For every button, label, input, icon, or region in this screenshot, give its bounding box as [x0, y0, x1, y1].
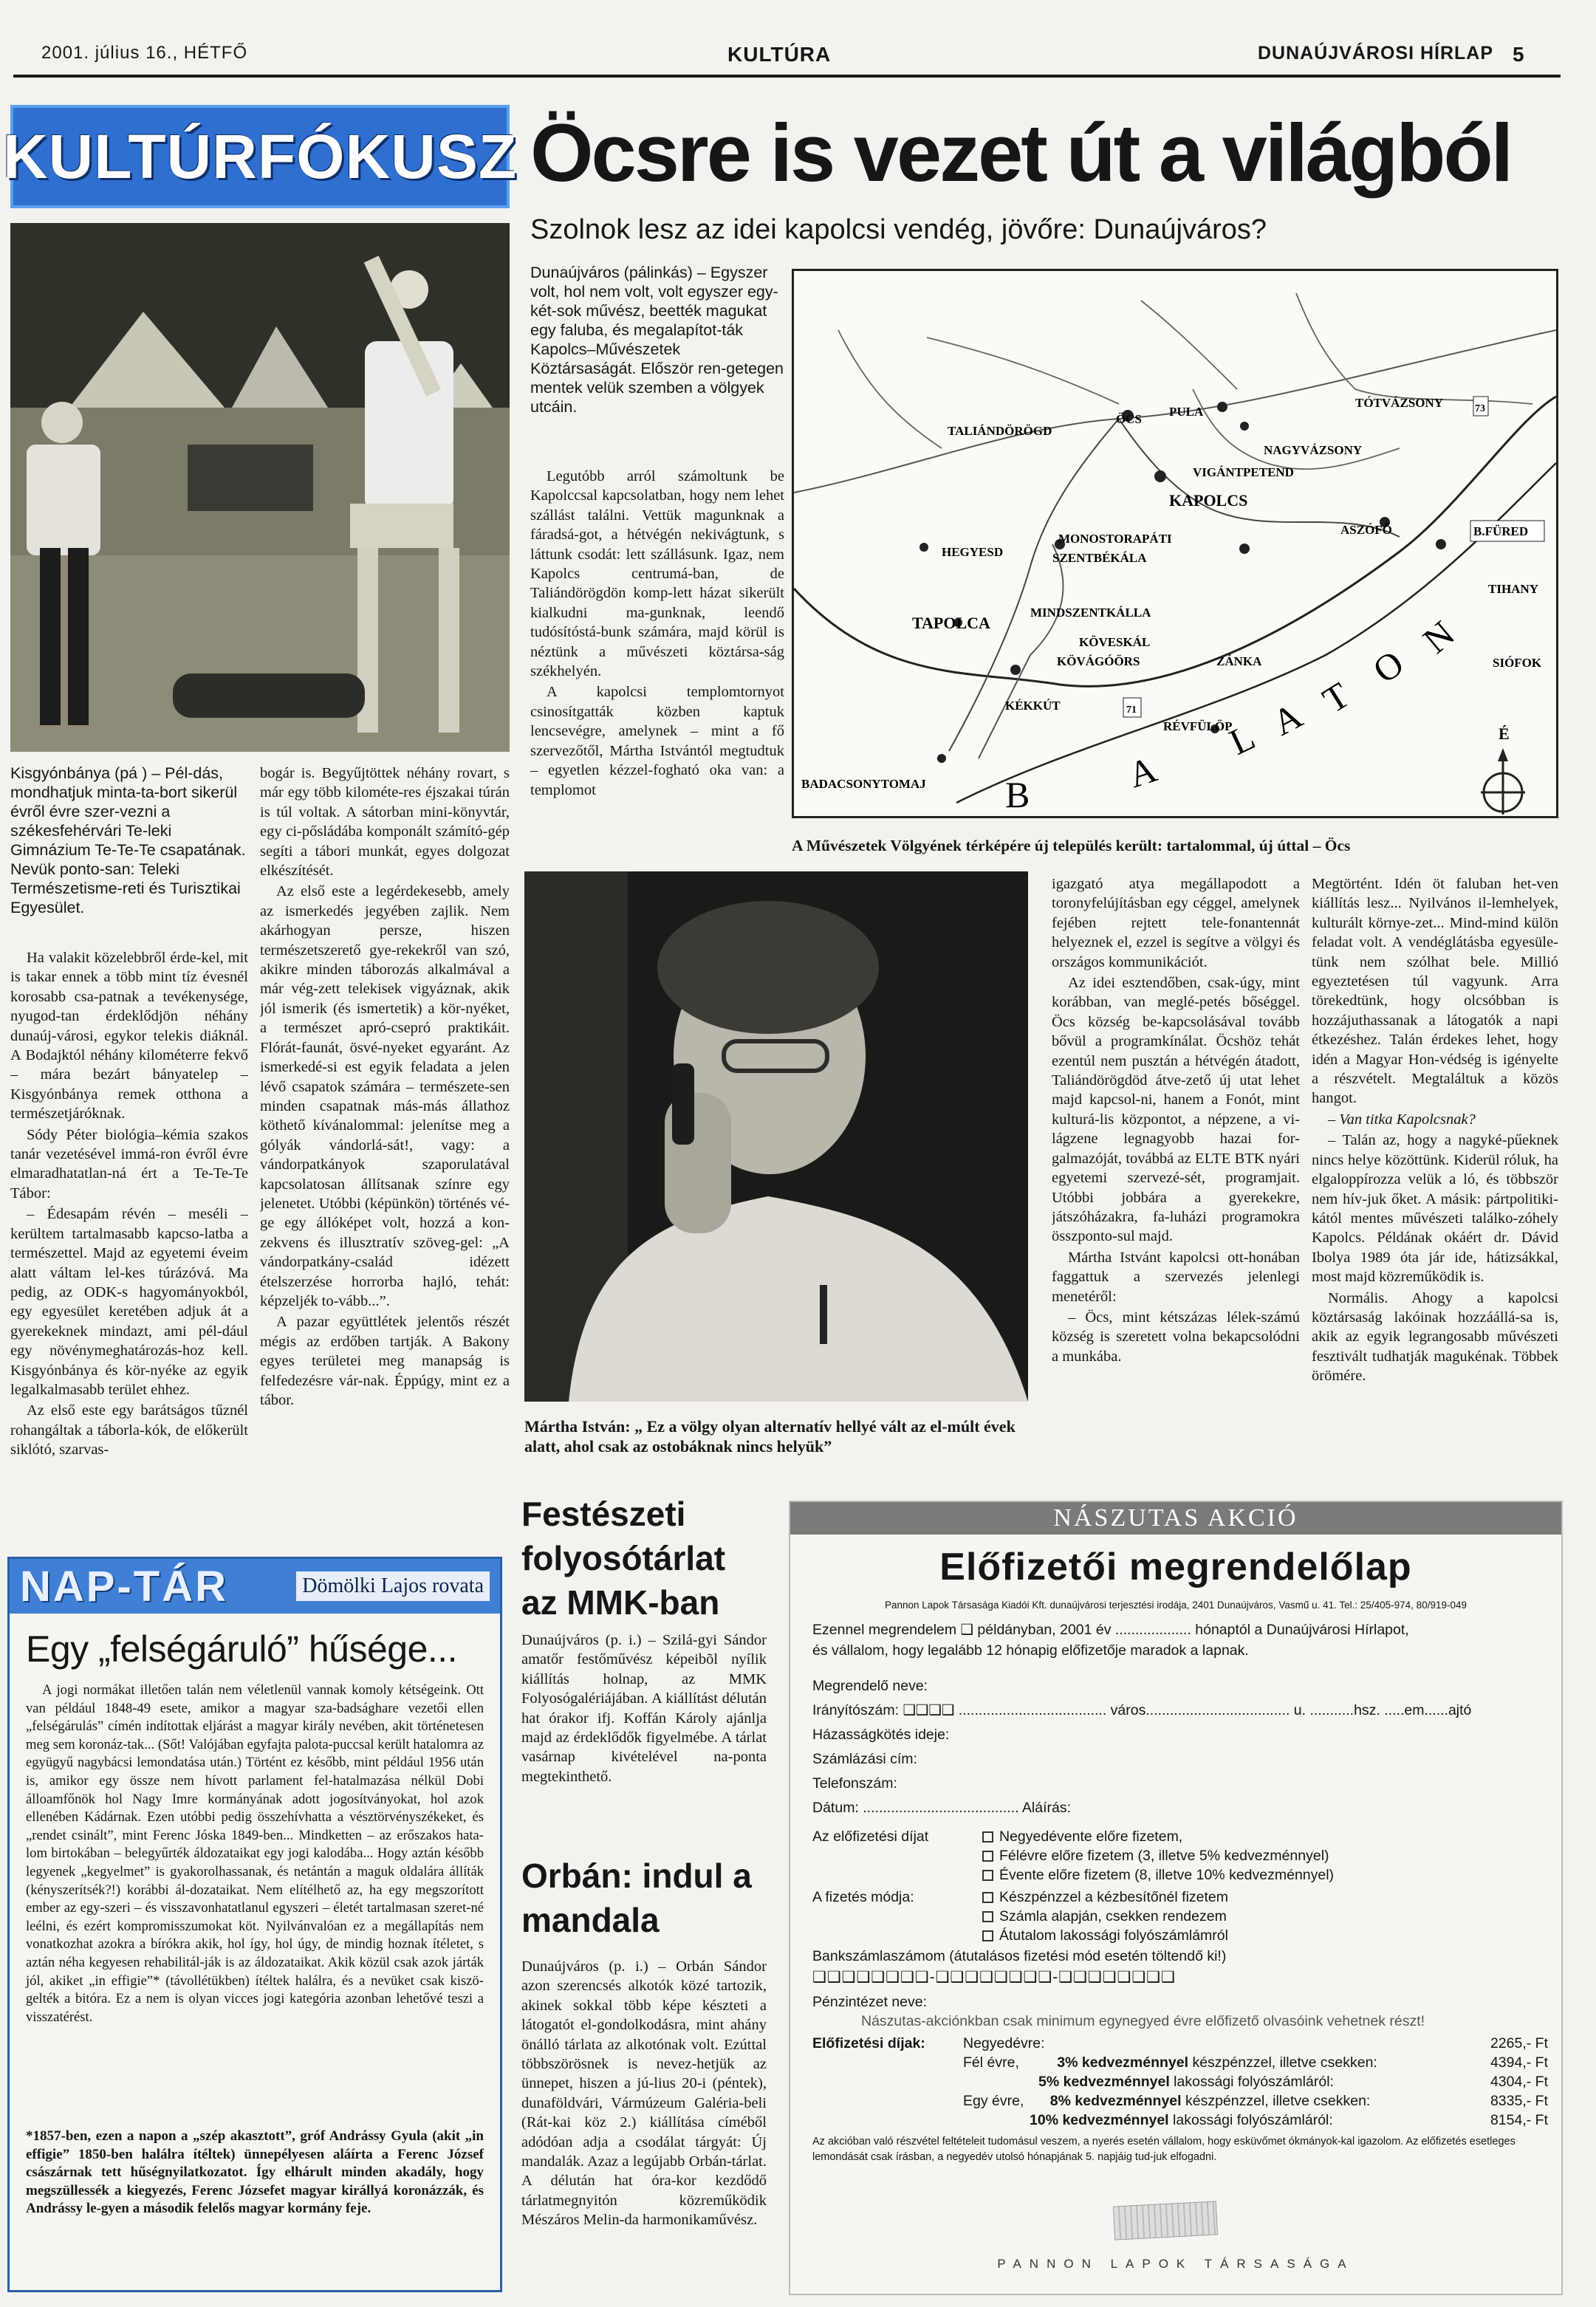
ocs-col3-p1: Megtörtént. Idén öt faluban het-ven kiállítás lesz... Nyilvános il-lemhelyek, kulturált környe-zet... Mind-mind külön feladat volt. A vendéglátásba egyesüle-tünk nem szólhat bele. Millió egyeztetésen túl vagyunk. Arra törekedtünk, hogy olcsóbban is hozzájuthassanak a látogatók a napi étkezéshez. Talán érdekes lehet, hogy idén a Magyar Hon-védség is igényelte a részvételt. Megtaláltuk a közös hangot.: [1312, 876, 1558, 1107]
header-section: KULTÚRA: [727, 43, 832, 66]
ocs-col2-p4: – Öcs, mint kétszázas lélek-számú község is szeretett volna bekapcsolódni a munkába.: [1052, 1309, 1300, 1365]
map-label-zanka: ZÁNKA: [1216, 654, 1262, 668]
form-intro-line2: és vállalom, hogy legalább 12 hónapig előfizetője maradok a lapnak.: [812, 1642, 1249, 1659]
orban-title: Orbán: indul a mandala: [521, 1857, 752, 1939]
naptar-box: [7, 1557, 502, 2292]
fee-price: 4304,- Ft: [1490, 2074, 1548, 2090]
form-fee-row-1: [963, 2034, 1554, 2054]
fee-description: lakossági folyószámláról:: [1168, 2112, 1333, 2128]
fee-price: 8154,- Ft: [1490, 2112, 1548, 2128]
map-drawing: [794, 271, 1556, 816]
naptar-body: [10, 1682, 500, 2125]
map-lake-letter-b: B: [1005, 774, 1030, 815]
kulturfokusz-col1-p4: Az első este egy barátságos tűznél rohangáltak a táborla-kók, de előkerült siklótó, szarvas-: [10, 1402, 248, 1458]
map-label-ocs: ÖCS: [1116, 412, 1142, 426]
fee-period: Fél évre,: [963, 2054, 1019, 2071]
checkbox[interactable]: [982, 1851, 993, 1862]
map-label-taliandorogd: TALIÁNDÖRÖGD: [948, 424, 1052, 438]
form-publisher: Pannon Lapok Társasága Kiadói Kft. dunaújvárosi terjesztési irodája, 2401 Dunaújváros, Vasmű u. 41. Tel.: 25/405-974, 80/919-049: [884, 1600, 1467, 1611]
form-field-wedding-date[interactable]: Házasságkötés ideje:: [812, 1727, 950, 1743]
fee-discount: 3% kedvezménnyel: [1057, 2054, 1189, 2071]
form-pay-option-2[interactable]: [982, 1907, 1227, 1927]
orban-body: Dunaújváros (p. i.) – Orbán Sándor azon szerencsés alkotók közé tartozik, akinek sokkal több képe készteti a látogatót el-gondolkodásra, mint ahány önálló tárlata az alkotónak volt. Ezúttal többszörösnek is nevez-hetjük az ünnepet, hiszen a jú-lius 20-i (péntek), dunaföldvári, Vármúzeum Galéria-beli (Rát-kai köz 2.) kiállítása címéből adódóan adja a csodálat tárgyát: Új mandalák. Azaz a legújabb Orbán-tárlat. A délután hat óra-kor kezdődő tárlatmegnyitón közreműködik Mészáros Melin-da harmonikaművész.: [521, 1958, 767, 2229]
fee-discount: 8% kedvezménnyel: [1049, 2093, 1182, 2109]
naptar-title: Egy „felségáruló” hűsége...: [26, 1628, 458, 1670]
checkbox[interactable]: [982, 1892, 993, 1903]
form-note: Nászutas-akciónkban csak minimum egynegyed évre előfizető olvasóink vehetnek részt!: [861, 2013, 1425, 2029]
map-label-kekkut: KÉKKÚT: [1005, 699, 1061, 713]
map-label-nagyvazsony: NAGYVÁZSONY: [1264, 443, 1363, 457]
map-lake-letter-a2: A: [1265, 694, 1309, 744]
map-label-road-71: 71: [1126, 705, 1137, 716]
form-period-option-2[interactable]: [982, 1846, 1329, 1866]
map-label-mindszentkalla: MINDSZENTKÁLLA: [1030, 606, 1151, 620]
map-lake-letter-n: N: [1415, 612, 1462, 662]
ocs-col1-p1: Legutóbb arról számoltunk be Kapolccsal kapcsolatban, hogy nem lehet szállást találni. Vettük magunknak a fáradsá-got, a hétvégén nekivágtunk, s láttunk csodát: lett szállásunk. Igaz, nem Kapolcs centrumá-ban, de Taliándörögdön komp-lett házat sikerült kialkudni ma-gunknak, leendő tudósítóstá-bunk számára, majd körül is néztünk a művészeti köztársa-ság székhelyén.: [530, 468, 784, 680]
kulturfokusz-col2-p1: bogár is. Begyűjtöttek néhány rovart, s már egy több kilométe-res éjszakai túrán is túl voltak. A sátorban mini-könyvtár, egy ci-pősládába komponált számító-gép segíti a tábori munkát, egyes dolgozat elkészítését.: [260, 765, 510, 880]
form-period-option-3-label: Évente előre fizetem (8, illetve 10% kedvezménnyel): [999, 1867, 1335, 1883]
form-title: Előfizetői megrendelőlap: [939, 1546, 1412, 1588]
map-label-hegyesd: HEGYESD: [942, 545, 1004, 559]
fee-description: készpénzzel, illetve csekken:: [1181, 2093, 1371, 2109]
ocs-title: Öcsre is vezet út a világból: [530, 108, 1512, 199]
map-label-tapolca: TAPOLCA: [912, 614, 990, 632]
naptar-header: [10, 1559, 500, 1614]
form-pay-option-1-label: Készpénzzel a kézbesítőnél fizetem: [999, 1889, 1229, 1905]
form-fee-row-5: [963, 2111, 1554, 2131]
kulturfokusz-banner-text: KULTÚRFÓKUSZ: [2, 121, 518, 191]
ocs-col2-p2: Az idei esztendőben, csak-úgy, mint korábban, van meglé-petés bőséggel. Öcs község be-kapcsolásával tovább bővül a programkínálat. Öcshöz tehát ezentúl nem pusztán a hétvégén átadott, Taliándörögdöd átve-zető új utat lehet majd kapcsol-ni, hanem a Fonót, mint kulturá-lis központot, a népzene, a vi-lágzene legnagyobb hazai for-galmazóját, továbbá az ELTE BTK nyári egyetemi szervezé-sét, programjait. Utóbbi jobbára a gyerekekre, játszóházakra, fa-luházi programokra összponto-sul majd.: [1052, 975, 1300, 1245]
checkbox[interactable]: [982, 1911, 993, 1922]
header-date: 2001. július 16., HÉTFŐ: [41, 43, 248, 63]
fee-price: 8335,- Ft: [1490, 2093, 1548, 2109]
fee-price: 4394,- Ft: [1490, 2054, 1548, 2071]
fee-discount: 10% kedvezménnyel: [1030, 2112, 1169, 2128]
camp-photo-illustration: [10, 223, 510, 752]
martha-photo-illustration: [524, 871, 1028, 1402]
header-paper: DUNAÚJVÁROSI HÍRLAP: [1258, 43, 1494, 64]
kulturfokusz-col1-p1: Ha valakit közelebbről érde-kel, mit is takar ennek a több mint tíz évesnél korosabb csa-patnak a tevékenysége, nyugod-tan érdeklődjön néhány dunaúj-városi, egykor telekis diáknál. A Bodajktól néhány kilométerre fekvő – mára bezárt bányatelep – Kisgyónbánya remek otthona a természetjáróknak.: [10, 950, 248, 1122]
map-lake-letter-o: O: [1365, 642, 1411, 691]
form-pay-option-2-label: Számla alapján, csekken rendezem: [999, 1908, 1227, 1924]
kulturfokusz-lead: Kisgyónbánya (pá ) – Pél-dás, mondhatjuk minta-ta-bort sikerül évről évre szer-vezni a székesfehérvári Te-leki Gimnázium Te-Te-Te csapatának. Nevük ponto-san: Teleki Természetisme-reti és Turisztikai Egyesület.: [10, 764, 246, 916]
kulturfokusz-col1: [10, 948, 248, 1539]
map-label-pula: PULA: [1169, 405, 1204, 419]
form-pay-option-3[interactable]: [982, 1926, 1228, 1946]
map-label-bfured: B.FÜRED: [1473, 524, 1529, 538]
map-label-road-73: 73: [1475, 403, 1485, 414]
map-caption: A Művészetek Völgyének térképére új település került: tartalommal, új úttal – Öcs: [792, 837, 1351, 854]
kulturfokusz-col1-p2: Sódy Péter biológia–kémia szakos tanár vezetésével immá-ron évről évre elmaradhatatlan-ná ért a Te-Te-Te Tábor:: [10, 1126, 248, 1202]
map-label-aszofo: ASZÓFŐ: [1340, 523, 1392, 537]
fee-period: Egy évre,: [963, 2093, 1024, 2109]
ocs-col3-p2: – Van titka Kapolcsnak?: [1328, 1111, 1476, 1128]
map-label-kovagoors: KÖVÁGÓÖRS: [1057, 654, 1140, 668]
map-lake-letter-a1: A: [1123, 748, 1162, 796]
kulturfokusz-col2: [260, 764, 510, 1540]
map-label-siofok: SIÓFOK: [1493, 656, 1542, 670]
form-field-address[interactable]: Irányítószám: ❑❑❑❑ ..................................... város.................................... u. ...........hsz. .....em......ajtó: [812, 1702, 1472, 1718]
form-fees-label: Előfizetési díjak:: [812, 2035, 925, 2051]
ocs-col1-p2: A kapolcsi templomtornyot csinosítgatták közben kaptuk lencsevégre, amelynek – mint a fő szervezőtől, Mártha Istvántól megtudtuk – egyetlen kézzel-fogható oka van: a templomot: [530, 684, 784, 798]
form-field-billing-address[interactable]: Számlázási cím:: [812, 1751, 917, 1767]
form-period-label: Az előfizetési díjat: [812, 1828, 929, 1845]
form-period-option-2-label: Félévre előre fizetem (3, illetve 5% kedvezménnyel): [999, 1848, 1329, 1864]
checkbox[interactable]: [982, 1930, 993, 1941]
ocs-subtitle: Szolnok lesz az idei kapolcsi vendég, jövőre: Dunaújváros?: [530, 214, 1267, 245]
ocs-col3-p3: – Talán az, hogy a nagyké-pűeknek nincs helye közöttünk. Kiderül róluk, ha elgaloppírozza velük a ló, és többször nem hív-juk őket. A másik: pártpolitiki-kától mentes művészeti találko-zóhely Kapolcs. Példának okáért dr. Dávid Ibolya 1989 óta jár ide, hátizsákkal, most majd közreműködik is.: [1312, 1132, 1558, 1286]
map-label-szentbekala: SZENTBÉKÁLA: [1052, 551, 1147, 565]
ocs-col3: [1312, 874, 1558, 1465]
fee-discount: 5% kedvezménnyel: [1038, 2074, 1170, 2090]
form-fee-row-2: [963, 2053, 1554, 2073]
form-institution[interactable]: Pénzintézet neve:: [812, 1994, 928, 2010]
form-pay-label: A fizetés módja:: [812, 1889, 914, 1905]
camp-photo: [10, 223, 510, 752]
form-field-date-signature[interactable]: Dátum: ....................................... Aláírás:: [812, 1800, 1072, 1816]
form-pay-option-3-label: Átutalom lakossági folyószámlámról: [999, 1927, 1228, 1944]
martha-photo: [524, 871, 1028, 1402]
form-fee-row-3: [963, 2072, 1554, 2092]
map-label-revfulop: RÉVFÜLÖP: [1163, 719, 1233, 733]
kulturfokusz-col1-p3: – Édesapám révén – meséli – kerültem tartalmasabb kapcso-latba a természettel. Majd az egyetemi éveim alatt váltam lel-kes túrázóvá. Ma pedig, az ODK-s hagyományokból, egy egyesület keretében adjuk át a gyerekeknek mindazt, ami pél-dául egy növénymeghatározás-hoz kell. Kisgyónbánya és kör-nyéke az egyik legalkalmasabb terület ehhez.: [10, 1206, 248, 1398]
fee-period: Negyedévre:: [963, 2035, 1045, 2051]
map-lake-letter-l: L: [1222, 716, 1261, 763]
naptar-banner-text: NAP-TÁR: [20, 1562, 228, 1611]
form-bank-number-boxes[interactable]: ❑❑❑❑❑❑❑❑-❑❑❑❑❑❑❑❑-❑❑❑❑❑❑❑❑: [812, 1969, 1176, 1986]
form-fee-row-4: [963, 2091, 1554, 2111]
ocs-lead: Dunaújváros (pálinkás) – Egyszer volt, hol nem volt, volt egyszer egy-két-sok művész, beették magukat egy faluba, és megalapítot-ták Kapolcs–Művészetek Köztársaságát. Először ren-getegen mentek velük szemben a völgyek utcáin.: [530, 264, 784, 416]
ocs-col2: [1052, 874, 1300, 1465]
map-lake-letter-t: T: [1315, 673, 1357, 721]
naptar-body-text: A jogi normákat illetően talán nem véletlenül vannak komoly kétségeink. Ott van például 1848-49 esete, amikor a magyar sza-badsághare vezetői ellen „felségárulás” címén indítottak eljárást a magyar király nevében, akit történetesen meg sem koronáz-tak... (Sőt! Valójában egyfajta palota-puccsal került hatalomra az együgyű nagybácsi lemondatása után.) Történt ez később, mint például 1956 után is, amikor egy össze nem hívott parlament fel-hatalmazása nélkül Dobi álloamfőnök hol Nagy Imre kormányának adott jogosítványokat, hol azok ellenében Kádárnak. Ezen utóbbi pedig összehívhatta a vésztörvényszékeket, és „rendet csinált”, mint Ferenc Jóska 1849-ben... Mindketten – az erőszakos hata-lom birtokában – belegyűrték áldozataikat egy jogi kalodába... Hogy aztán később legyenek „kegyelmet” is gyakorolhassanak, és netántán a maguk oldalára állíták (kényszerítsék?!) korábbi ál-dozataikat. Nem elítélhető az, ha egy megszorított ember az egy-szeri – és visszavonhatatlanul egyszeri – életét tartalmasan szeret-né leélni, és ezért kompromisszumokat köt. Nyilvánvalóan ez a megállapítás nem vonatkozhat azokra a bírókra akik, hol így, hol úgy, de mindig hoznak ítéletet, s aztán néha kegyesen rehabilitál-ják is az áldozataikat. Akik közül csak azok járták jól, akiket „in effigie”* (távollétükben) ítéltek halálra, és a nevüket csak kiszö-gelték a bitóra. Ez a nem is olyan vicces jogi kategória azonban lehetővé teszi a visszatérést.: [26, 1682, 484, 2025]
ocs-col2-p3: Mártha Istvánt kapolcsi ott-honában faggattuk a szervezés jelenlegi menetéről:: [1052, 1249, 1300, 1305]
kulturfokusz-col2-p2: Az első este a legérdekesebb, amely az ismerkedés jegyében zajlik. Nem akárhogyan persze, hiszen természetszerető gye-rekekről van szó, akikre minden táborozás alkalmával a már vég-zett telekisek vigyáznak, akik jól ismerik (és ismertetik) a kör-nyéket, a természet apró-csepró praktikáit. Flórát-faunát, ösvé-nyeket egyaránt. Az ismerkedé-si est egyik feladata a jelen lévő csapatok számára – természete-sen minden csapatnak más-más állathoz köthető kívánalommal: jelenítse meg a gólyák vándorlá-sát!, vagy: a vándorpatkányok szaporulatával kapcsolatosan állítsanak színre egy jelenetet. Utóbbi (képünkön) történés vé-ge egy állóképet volt, hozzá a kon-zekvens és illusztratív szöveg-gel: „A vándorpatkány-család idézett ételszerzése horrorba hajló, tehát: képzeljék to-vább...”.: [260, 883, 510, 1309]
fee-price: 2265,- Ft: [1490, 2035, 1548, 2051]
ocs-col3-p4: Normális. Ahogy a kapolcsi köztársaság lakóinak hozzáállá-sa is, akik az egyik legrangosabb művészeti fesztivált tudhatják magukénak. Többek örömére.: [1312, 1289, 1558, 1385]
form-field-phone[interactable]: Telefonszám:: [812, 1775, 897, 1792]
form-footer-note: Az akcióban való részvétel feltételeit tudomásul veszem, a nyerés esetén vállalom, hogy esküvőmet ókmányok-kal igazolom. Az előfizetés esetleges lemondását csak írásban, a negyedév utolsó hónapjának 5. napjáig tud-juk elfogadni.: [812, 2136, 1515, 2163]
kulturfokusz-col2-p3: A pazar együttlétek jelentős részét mégis az erdőben tartják. A Bakony egyes területei meg manapság is felfedezésre vár-nak. Éppúgy, mint ez a tábor.: [260, 1314, 510, 1408]
map-label-kapolcs: KAPOLCS: [1169, 491, 1248, 510]
map: [792, 269, 1558, 818]
checkbox[interactable]: [982, 1870, 993, 1881]
ocs-col1: [530, 467, 784, 855]
martha-photo-caption: Mártha István: „ Ez a völgy olyan alternatív hellyé vált az el-múlt évek alatt, ahol csak az ostobáknak nincs helyük”: [524, 1417, 1016, 1456]
festeszeti-title: Festészeti folyosótárlat az MMK-ban: [521, 1495, 726, 1622]
form-field-name[interactable]: Megrendelő neve:: [812, 1678, 928, 1694]
naptar-bold-note: *1857-ben, ezen a napon a „szép akasztott”, gróf Andrássy Gyula (akit „in effigie” 1850-ben halálra ítéltek) ünnepélyesen aláírta a Ferenc József császárnak tett hűségnyilatkozatot. Így elhárult minden akadály, hogy megszüllessék a kiegyezés, Ferenc Józsefet magyar királlyá koronázzák, és Andrássy le-gyen a második felelős magyar kormány feje.: [26, 2128, 484, 2217]
form-footer-brand: PANNON LAPOK TÁRSASÁGA: [997, 2257, 1354, 2271]
form-period-option-3[interactable]: [982, 1865, 1334, 1885]
form-bank-label: Bankszámlaszámom (átutalásos fizetési mód esetén töltendő ki!): [812, 1948, 1227, 1964]
map-label-badacsonytomaj: BADACSONYTOMAJ: [801, 777, 926, 791]
form-period-option-1[interactable]: [982, 1827, 1182, 1847]
form-intro-line1: Ezennel megrendelem ❑ példányban, 2001 év ................... hónaptól a Dunaújvárosi Hírlapot,: [812, 1622, 1409, 1638]
map-label-totvazsony: TÓTVÁZSONY: [1355, 396, 1444, 410]
form-banner: NÁSZUTAS AKCIÓ: [790, 1502, 1561, 1535]
festeszeti-body: Dunaújváros (p. i.) – Szilá-gyi Sándor amatőr festőművész képeibõl nyílik kiállítás holnap, az MMK Folyosógalériájában. A kiállítást délután hat órakor ifj. Koffán Károly ajánlja majd az érdeklődők figyelmébe. A tárlat vasárnap kivételével na-ponta megtekinthető.: [521, 1632, 767, 1785]
map-label-koveskal: KÖVESKÁL: [1079, 635, 1151, 649]
compass-icon: [1481, 724, 1525, 815]
naptar-byline: Dömölki Lajos rovata: [296, 1571, 490, 1601]
map-label-tihany: TIHANY: [1488, 582, 1539, 596]
fee-description: készpénzzel, illetve csekken:: [1188, 2054, 1377, 2071]
stamp-image: [1113, 2201, 1218, 2240]
form-period-option-1-label: Negyedévente előre fizetem,: [999, 1828, 1183, 1845]
map-label-vigantpetend: VIGÁNTPETEND: [1193, 465, 1294, 479]
ocs-col2-p1: igazgató atya megállapodott a toronyfelújításban egy céggel, amelynek fejében rejtett tele-fonantennát helyeznek el, ezzel is segítve a völgyi és országos kommunikációt.: [1052, 876, 1300, 970]
compass-north-label: É: [1499, 724, 1510, 743]
header-rule: [13, 75, 1561, 78]
fee-description: lakossági folyószámláról:: [1169, 2074, 1334, 2090]
map-label-monostorapati: MONOSTORAPÁTI: [1058, 532, 1172, 546]
kulturfokusz-banner: [2, 105, 518, 208]
form-pay-option-1[interactable]: [982, 1888, 1228, 1907]
checkbox[interactable]: [982, 1831, 993, 1842]
header-page-number: 5: [1513, 43, 1525, 66]
